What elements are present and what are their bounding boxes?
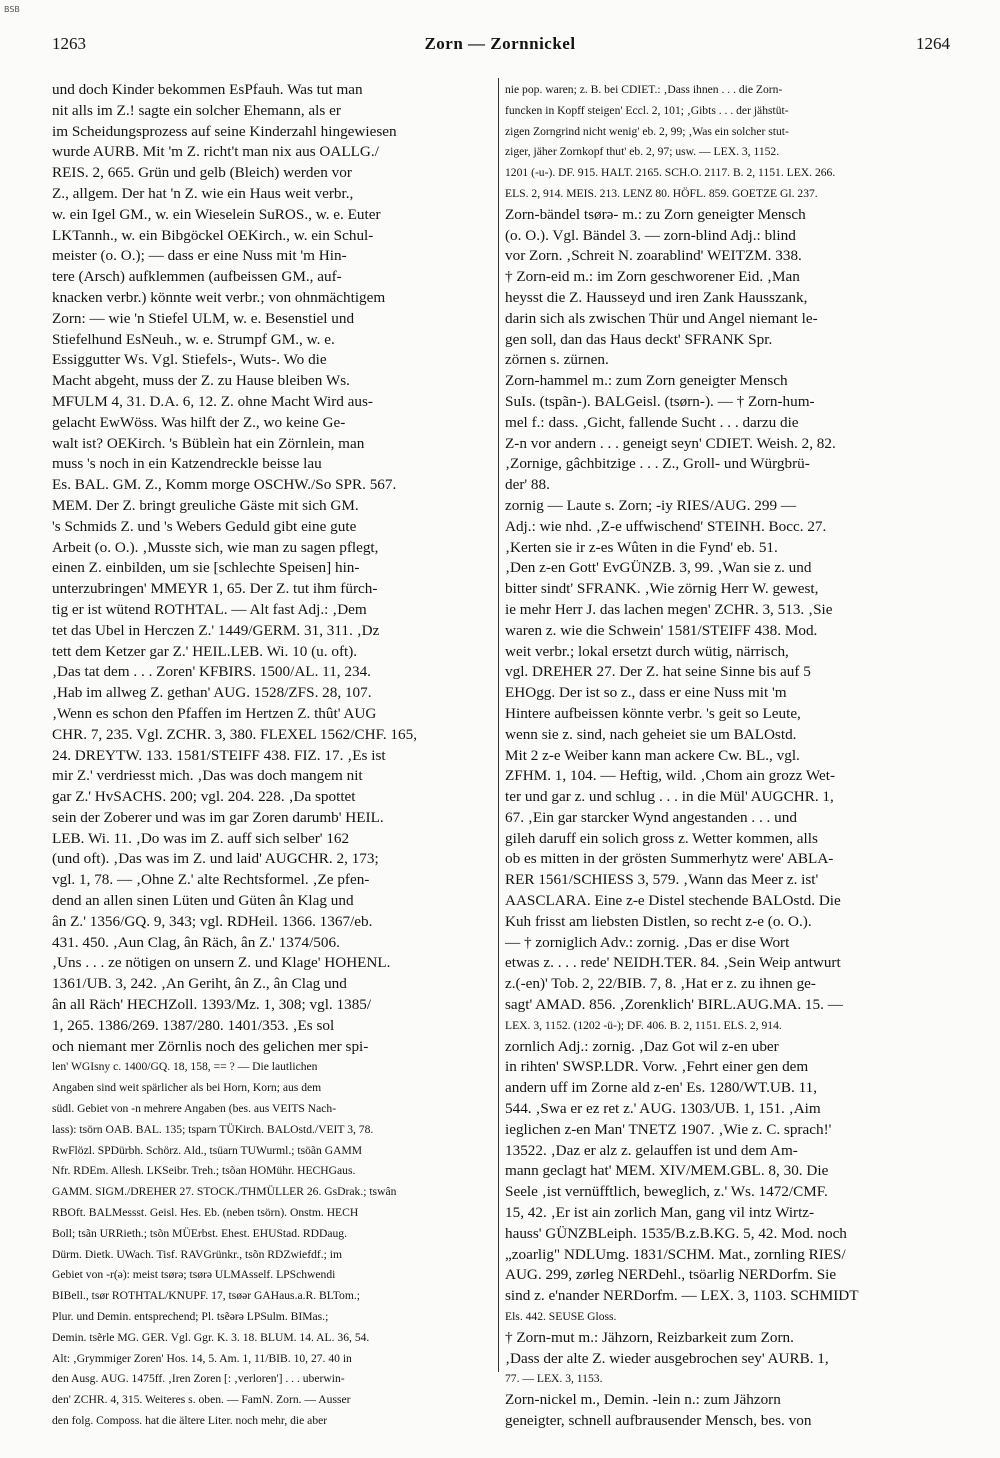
text-line: Es. BAL. GM. Z., Komm morge OSCHW./So SPR. 567. — [52, 476, 397, 494]
text-line: nie pop. waren; z. B. bei CDIET.: ‚Dass ihnen . . . die Zorn- — [505, 83, 783, 96]
text-line: ‚Das tat dem . . . Zoren' KFBIRS. 1500/AL. 11, 234. — [52, 663, 371, 681]
text-line: Gebiet von -r(ə): meist tsørə; tsørə ULMAsself. LPSchwendi — [52, 1268, 336, 1282]
text-line: zörnen s. zürnen. — [505, 351, 609, 369]
text-line: den Ausg. AUG. 1475ff. ‚Iren Zoren [: ‚verloren'] . . . uberwin- — [52, 1372, 345, 1386]
text-line: — † zorniglich Adv.: zornig. ‚Das er dise Wort — [505, 933, 790, 951]
text-line: wurde AURB. Mit 'm Z. richt't man nix aus OALLG./ — [52, 143, 379, 161]
text-line: Stiefelhund EsNeuh., w. e. Strumpf GM., w. e. — [52, 330, 335, 348]
text-line: Demin. tsẽrle MG. GER. Vgl. Ggr. K. 3. 18. BLUM. 14. AL. 36, 54. — [52, 1330, 370, 1344]
text-line: len' WGIsny c. 1400/GQ. 18, 158, == ? — Die lautlichen — [52, 1060, 318, 1074]
text-line: mann geclagt hat' MEM. XIV/MEM.GBL. 8, 30. Die — [505, 1162, 829, 1180]
text-line: 1201 (-u-). DF. 915. HALT. 2165. SCH.O. 2117. B. 2, 1151. LEX. 266. — [505, 166, 836, 180]
text-line: ieglichen z-en Man' TNETZ 1907. ‚Wie z. C. sprach!' — [505, 1120, 832, 1138]
text-line: ‚Zornige, gâchbitzige . . . Z., Groll- und Würgbrü- — [505, 455, 810, 473]
text-line: EHOgg. Der ist so z., dass er eine Nuss mit 'm — [505, 684, 787, 702]
text-line: funcken in Kopff steigen' Eccl. 2, 101; ‚Gibts . . . der jähstüt- — [505, 103, 789, 117]
text-line: waren z. wie die Schwein' 1581/STEIFF 438. Mod. — [505, 621, 818, 639]
text-line: 13522. ‚Daz er alz z. gelauffen ist und dem Am- — [505, 1141, 798, 1159]
text-line: ‚Wenn es schon den Pfaffen im Hertzen Z. thût' AUG — [52, 704, 377, 722]
text-line: tere (Arsch) aufklemmen (aufbeissen GM., auf- — [52, 268, 342, 286]
text-line: (o. O.). Vgl. Bändel 3. — zorn-blind Adj.: blind — [505, 226, 796, 244]
text-line: Zorn: — wie 'n Stiefel ULM, w. e. Besenstiel und — [52, 309, 355, 327]
text-line: MFULM 4, 31. D.A. 6, 12. Z. ohne Macht Wird aus- — [52, 392, 373, 410]
text-line: 15, 42. ‚Er ist ain zorlich Man, gang vil intz Wirtz- — [505, 1204, 815, 1222]
text-line: Plur. und Demin. entsprechend; Pl. tsẽərə LPSulm. BIMas.; — [52, 1310, 329, 1324]
text-line: w. ein Igel GM., w. ein Wieselein SuROS., w. e. Euter — [52, 205, 381, 223]
text-line: ‚Kerten sie ir z-es Wûten in die Fynd' eb. 51. — [505, 538, 778, 556]
text-line: 77. — LEX. 3, 1153. — [505, 1372, 603, 1386]
text-line: Nfr. RDEm. Allesh. LKSeibr. Treh.; tsõan HOMühr. HECHGaus. — [52, 1164, 356, 1178]
text-line: RwFlözl. SPDürbh. Schörz. Ald., tsüarn TUWurml.; tsöãn GAMM — [52, 1143, 363, 1157]
text-line: Z-n vor andern . . . geneigt seyn' CDIET. Weish. 2, 82. — [505, 434, 836, 452]
text-line: Seele ‚ist vernüfftlich, beweglich, z.' Ws. 1472/CMF. — [505, 1183, 828, 1201]
text-line: gileh daruff ein solich gross z. Wetter kommen, alls — [505, 829, 818, 847]
text-line: Boll; tsãn URRieth.; tsõn MÜErbst. Ehest. EHUStad. RDDaug. — [52, 1226, 347, 1240]
text-line: † Zorn-eid m.: im Zorn geschworener Eid. ‚Man — [505, 268, 800, 286]
text-line: muss 's noch in ein Katzendreckle beisse lau — [52, 455, 322, 473]
page-number-right: 1264 — [916, 34, 950, 53]
library-stamp: BSB — [4, 5, 20, 14]
text-line: den folg. Composs. hat die ältere Liter. noch mehr, die aber — [52, 1414, 328, 1427]
text-line: Els. 442. SEUSE Gloss. — [505, 1310, 617, 1324]
text-line: Angaben sind weit spärlicher als bei Horn, Korn; aus dem — [52, 1081, 322, 1095]
text-line: tet das Ubel in Herczen Z.' 1449/GERM. 31, 311. ‚Dz — [52, 621, 380, 639]
text-line: ‚Hab im allweg Z. gethan' AUG. 1528/ZFS. 28, 107. — [52, 684, 372, 702]
text-line: 431. 450. ‚Aun Clag, ân Räch, ân Z.' 1374/506. — [52, 933, 340, 951]
text-line: RBOft. BALMessst. Geisl. Hes. Eb. (neben tsörn). Onstm. HECH — [52, 1206, 359, 1220]
text-line: z.(-en)' Tob. 2, 22/BIB. 7, 8. ‚Hat er z. zu ihnen ge- — [505, 975, 816, 993]
text-line: BIBell., tsør ROTHTAL/KNUPF. 17, tsøər GAHaus.a.R. BLTom.; — [52, 1289, 360, 1303]
text-line: vgl. DREHER 27. Der Z. hat seine Sinne bis auf 5 — [505, 663, 811, 681]
text-line: AUG. 299, zørleg NERDehl., tsöarlig NERDorfm. Sie — [505, 1266, 837, 1284]
text-line: GAMM. SIGM./DREHER 27. STOCK./THMÜLLER 26. GsDrak.; tswân — [52, 1185, 397, 1199]
text-line: ELS. 2, 914. MEIS. 213. LENZ 80. HÖFL. 859. GOETZE Gl. 237. — [505, 186, 818, 200]
text-line: † Zorn-mut m.: Jähzorn, Reizbarkeit zum Zorn. — [505, 1328, 794, 1346]
text-line: südl. Gebiet von -n mehrere Angaben (bes. aus VEITS Nach- — [52, 1102, 337, 1116]
text-line: einen Z. einbilden, um sie [schlechte Speisen] hin- — [52, 559, 360, 577]
text-line: tig er ist wütend ROTHTAL. — Alt fast Adj.: ‚Dem — [52, 600, 367, 618]
text-line: meister (o. O.); — dass er eine Nuss mit 'm Hin- — [52, 247, 347, 265]
text-line: ie mehr Herr J. das lachen megen' ZCHR. 3, 513. ‚Sie — [505, 600, 833, 618]
text-line: Macht abgeht, muss der Z. zu Hause bleiben Ws. — [52, 372, 350, 390]
page-number-left: 1263 — [52, 34, 86, 53]
text-line: Hintere aufbeissen könnte verbr. 's geit so Leute, — [505, 704, 801, 722]
text-line: mel f.: dass. ‚Gicht, fallende Sucht . . . darzu die — [505, 413, 799, 431]
text-line: ter und gar z. und schlug . . . in die Mül' AUGCHR. 1, — [505, 788, 834, 806]
text-line: RER 1561/SCHIESS 3, 579. ‚Wann das Meer z. ist' — [505, 871, 819, 889]
text-line: AASCLARA. Eine z-e Distel stechende BALOstd. Die — [505, 892, 841, 910]
text-line: zigen Zorngrind nicht wenig' eb. 2, 99; ‚Was ein solcher stut- — [505, 124, 789, 138]
text-line: geneigter, schnell aufbrausender Mensch, bes. von — [505, 1412, 812, 1429]
text-line: REIS. 2, 665. Grün und gelb (Bleich) werden vor — [52, 164, 352, 182]
text-line: nit alls im Z.! sagte ein solcher Ehemann, als er — [52, 101, 341, 119]
text-line: SuIs. (tspãn-). BALGeisl. (tsørn-). — † Zorn-hum- — [505, 392, 815, 410]
text-line: gelacht EwWöss. Was hilft der Z., wo keine Ge- — [52, 413, 346, 431]
text-line: 1, 265. 1386/269. 1387/280. 1401/353. ‚Es sol — [52, 1016, 335, 1034]
text-line: heysst die Z. Hausseyd und iren Zank Hausszank, — [505, 288, 808, 306]
text-line: „zoarlig" NDLUmg. 1831/SCHM. Mat., zornling RIES/ — [505, 1245, 846, 1263]
text-line: 24. DREYTW. 133. 1581/STEIFF 438. FIZ. 17. ‚Es ist — [52, 746, 386, 764]
left-column — [52, 80, 492, 1450]
text-line: ziger, jäher Zornkopf thut' eb. 2, 97; usw. — LEX. 3, 1152. — [505, 145, 780, 159]
text-line: und doch Kinder bekommen EsPfauh. Was tut man — [52, 81, 363, 98]
text-line: dend an allen sinen Lüten und Güten ân Klag und — [52, 892, 354, 910]
text-line: Dürm. Dietk. UWach. Tisf. RAVGrünkr., tsõn RDZwiefdf.; im — [52, 1247, 342, 1261]
text-line: zornig — Laute s. Zorn; -iy RIES/AUG. 299 — — [505, 496, 797, 514]
text-line: lass): tsörn OAB. BAL. 135; tsparn TÜKirch. BALOstd./VEIT 3, 78. — [52, 1122, 374, 1136]
text-line: ‚Dass der alte Z. wieder ausgebrochen sey' AURB. 1, — [505, 1349, 829, 1367]
text-line: LEB. Wi. 11. ‚Do was im Z. auff sich selber' 162 — [52, 829, 350, 847]
text-line: vor Zorn. ‚Schreit N. zoarablind' WEITZM. 338. — [505, 247, 802, 265]
column-divider — [498, 78, 499, 1372]
text-line: ob es mitten in der grösten Summerhytz were' ABLA- — [505, 850, 834, 868]
text-line: LEX. 3, 1152. (1202 -ü-); DF. 406. B. 2, 1151. ELS. 2, 914. — [505, 1018, 782, 1032]
text-line: ân all Räch' HECHZoll. 1393/Mz. 1, 308; vgl. 1385/ — [52, 996, 372, 1014]
text-line: MEM. Der Z. bringt greuliche Gäste mit sich GM. — [52, 496, 359, 514]
text-line: weit verbr.; lokal ersetzt durch wütig, närrisch, — [505, 642, 789, 660]
text-line: Kuh frisst am liebsten Distlen, so recht z-e (o. O.). — [505, 912, 812, 930]
text-line: zornlich Adj.: zornig. ‚Daz Got wil z-en uber — [505, 1037, 779, 1055]
text-line: unterzubringen' MMEYR 1, 65. Der Z. tut ihm fürch- — [52, 580, 378, 598]
text-line: darin sich als zwischen Thür und Angel niemant le- — [505, 309, 818, 327]
text-line: im Scheidungsprozess auf seine Kinderzahl hingewiesen — [52, 122, 397, 140]
text-line: Mit 2 z-e Weiber kann man ackere Cw. BL., vgl. — [505, 746, 800, 764]
text-line: der' 88. — [505, 476, 550, 494]
text-line: gar Z.' HvSACHS. 200; vgl. 204. 228. ‚Da spottet — [52, 788, 356, 806]
text-line: CHR. 7, 235. Vgl. ZCHR. 3, 380. FLEXEL 1562/CHF. 165, — [52, 725, 417, 743]
text-line: vgl. 1, 78. — ‚Ohne Z.' alte Rechtsformel. ‚Ze pfen- — [52, 871, 370, 889]
text-line: etwas z. . . . rede' NEIDH.TER. 84. ‚Sein Weip antwurt — [505, 954, 841, 972]
text-line: 544. ‚Swa er ez ret z.' AUG. 1303/UB. 1, 151. ‚Aim — [505, 1100, 821, 1118]
text-line: in rihten' SWSP.LDR. Vorw. ‚Fehrt einer gen dem — [505, 1058, 809, 1076]
text-line: ‚Uns . . . ze nötigen on unsern Z. und Klage' HOHENL. — [52, 954, 391, 972]
text-line: Zorn-nickel m., Demin. -lein n.: zum Jähzorn — [505, 1391, 781, 1409]
text-line: Zorn-hammel m.: zum Zorn geneigter Mensch — [505, 372, 788, 390]
text-line: tett dem Ketzer gar Z.' HEIL.LEB. Wi. 10 (u. oft). — [52, 642, 358, 660]
page-header — [0, 34, 1000, 64]
text-line: (und oft). ‚Das was im Z. und laid' AUGCHR. 2, 173; — [52, 850, 379, 868]
text-line: den' ZCHR. 4, 315. Weiteres s. oben. — FamN. Zorn. — Ausser — [52, 1393, 351, 1407]
right-column — [505, 80, 945, 1450]
text-line: Essiggutter Ws. Vgl. Stiefels-, Wuts-. Wo die — [52, 351, 327, 369]
text-line: Alt: ‚Grymmiger Zoren' Hos. 14, 5. Am. 1, 11/BIB. 10, 27. 40 in — [52, 1351, 352, 1365]
text-line: wenn sie z. sind, nach geheiet sie um BALOstd. — [505, 725, 797, 743]
text-line: sagt' AMAD. 856. ‚Zorenklich' BIRL.AUG.MA. 15. — — [505, 996, 843, 1014]
running-title: Zorn — Zornnickel — [424, 34, 576, 53]
text-line: Zorn-bändel tsørə- m.: zu Zorn geneigter Mensch — [505, 205, 806, 223]
text-line: andern uff im Zorne ald z-en' Es. 1280/WT.UB. 11, — [505, 1079, 818, 1097]
text-line: sein der Zoberer und was im gar Zoren darumb' HEIL. — [52, 808, 384, 826]
text-line: hauss' GÜNZBLeiph. 1535/B.z.B.KG. 5, 42. Mod. noch — [505, 1224, 847, 1242]
text-line: bitter sindt' SFRANK. ‚Wie zörnig Herr W. gewest, — [505, 580, 819, 598]
text-line: ân Z.' 1356/GQ. 9, 343; vgl. RDHeil. 1366. 1367/eb. — [52, 912, 373, 930]
text-line: sind z. e'nander NERDorfm. — LEX. 3, 1103. SCHMIDT — [505, 1287, 859, 1305]
text-line: walt ist? OEKirch. 's Bübleìn hat ein Zörnlein, man — [52, 434, 365, 452]
text-line: Z., allgem. Der hat 'n Z. wie ein Haus weit verbr., — [52, 184, 354, 202]
text-line: och niemant mer Zörnlis noch des gelichen mer spi- — [52, 1037, 369, 1055]
text-line: Arbeit (o. O.). ‚Musste sich, wie man zu sagen pflegt, — [52, 538, 379, 556]
text-line: LKTannh., w. ein Bibgöckel OEKirch., w. ein Schul- — [52, 226, 374, 244]
text-line: gen soll, dan das Haus deckt' SFRANK Spr. — [505, 330, 773, 348]
text-line: mir Z.' verdriesst mich. ‚Das was doch mangem nit — [52, 767, 363, 785]
text-line: 1361/UB. 3, 242. ‚An Geriht, ân Z., ân Clag und — [52, 975, 347, 993]
text-line: ZFHM. 1, 104. — Heftig, wild. ‚Chom ain grozz Wet- — [505, 767, 836, 785]
text-line: 67. ‚Ein gar starcker Wynd angestanden . . . und — [505, 808, 797, 826]
text-line: 's Schmids Z. und 's Webers Geduld gibt eine gute — [52, 517, 357, 535]
text-line: knacken verbr.) könnte weit verbr.; von ohnmächtigem — [52, 288, 386, 306]
text-line: Adj.: wie nhd. ‚Z-e uffwischend' STEINH. Bocc. 27. — [505, 517, 827, 535]
text-line: ‚Den z-en Gott' EvGÜNZB. 3, 99. ‚Wan sie z. und — [505, 559, 812, 577]
